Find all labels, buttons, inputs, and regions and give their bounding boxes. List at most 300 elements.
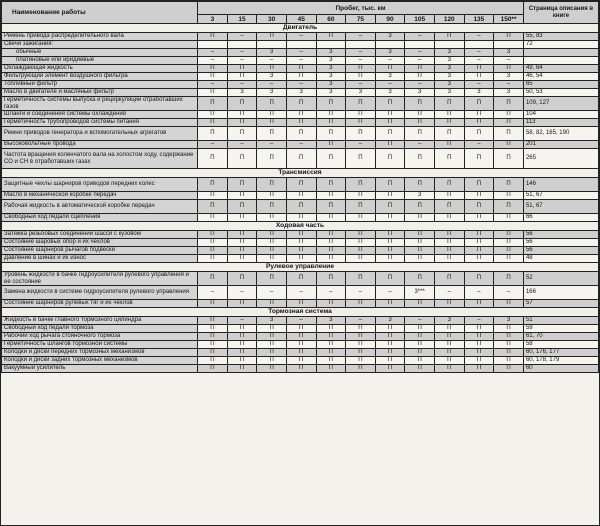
interval-cell: П [316,111,346,119]
interval-cell: П [286,149,316,169]
table-row [2,357,599,365]
work-name-cell: Частота вращения коленчатого вала на холостом ходу, содержание СО и СН в отработавших газах [2,149,198,169]
interval-cell: П [227,127,257,141]
interval-cell: П [464,231,494,239]
interval-cell: – [375,57,405,65]
interval-cell: П [286,357,316,365]
interval-cell: П [405,231,435,239]
interval-cell: П [346,111,376,119]
interval-cell: П [434,239,464,247]
interval-cell: – [316,286,346,300]
interval-cell: П [346,255,376,263]
interval-cell: П [405,214,435,222]
interval-cell: П [375,255,405,263]
interval-cell: 3 [316,317,346,325]
interval-cell: П [257,357,287,365]
interval-cell: 3 [434,65,464,73]
interval-cell: – [227,286,257,300]
interval-cell: П [494,300,524,308]
interval-cell: П [375,127,405,141]
interval-cell: – [198,57,228,65]
interval-cell: П [464,119,494,127]
work-name-cell: Состояние шарниров рулевых тяг и их чехлов [2,300,198,308]
interval-cell: П [494,365,524,373]
work-name-cell: Фильтрующий элемент воздушного фильтра [2,73,198,81]
interval-cell: П [405,325,435,333]
page-ref-header: Страница описания в книге [523,2,598,24]
table-row [2,272,599,286]
interval-cell: – [227,141,257,149]
interval-cell: П [198,272,228,286]
work-name-cell: Свечи зажигания: [2,41,198,49]
interval-cell: – [198,81,228,89]
interval-cell: П [375,272,405,286]
interval-cell: П [464,192,494,200]
interval-cell: П [316,255,346,263]
interval-cell: П [375,325,405,333]
interval-cell: – [286,317,316,325]
interval-cell: П [375,97,405,111]
interval-cell: П [316,178,346,192]
interval-cell: – [227,33,257,41]
page-ref-cell: 104 [523,111,598,119]
page-ref-cell: 51, 67 [523,200,598,214]
interval-cell: – [494,286,524,300]
interval-cell: П [346,272,376,286]
page-ref-cell: 56 [523,239,598,247]
interval-cell: 3 [375,89,405,97]
interval-cell: П [494,178,524,192]
work-name-cell: Уровень жидкости в бачке гидроусилителя рулевого управления и ее состояние [2,272,198,286]
interval-cell: П [464,127,494,141]
interval-cell: П [257,111,287,119]
interval-cell: 3*** [405,286,435,300]
interval-cell [198,41,228,49]
interval-cell: П [346,239,376,247]
table-row [2,89,599,97]
interval-cell: П [375,192,405,200]
page-ref-cell: 48 [523,255,598,263]
interval-cell: П [198,192,228,200]
interval-cell: П [286,119,316,127]
interval-cell: П [375,341,405,349]
interval-cell: – [346,81,376,89]
interval-cell: П [316,149,346,169]
interval-cell: П [464,178,494,192]
interval-cell: – [198,286,228,300]
interval-cell: – [346,317,376,325]
interval-cell: П [227,119,257,127]
table-row [2,97,599,111]
interval-cell: П [434,333,464,341]
interval-cell: – [286,49,316,57]
mileage-header-cell: 15 [227,15,257,24]
interval-cell: 3 [494,49,524,57]
interval-cell: П [257,65,287,73]
interval-cell: 3 [257,317,287,325]
interval-cell [257,41,287,49]
interval-cell: – [405,49,435,57]
page-ref-cell: 113 [523,119,598,127]
interval-cell: П [257,127,287,141]
interval-cell: П [375,65,405,73]
interval-cell: П [494,214,524,222]
interval-cell: П [257,333,287,341]
interval-cell: П [464,349,494,357]
mileage-header-cell: 75 [346,15,376,24]
interval-cell: П [434,272,464,286]
interval-cell: П [257,365,287,373]
section-header-row [2,169,599,178]
interval-cell: П [405,341,435,349]
interval-cell: П [316,141,346,149]
section-header-row [2,263,599,272]
work-name-cell: Топливный фильтр [2,81,198,89]
mileage-header-cell: 30 [257,15,287,24]
interval-cell: – [257,141,287,149]
interval-cell: П [405,127,435,141]
section-title: Тормозная система [2,308,599,317]
interval-cell: П [494,272,524,286]
interval-cell: П [316,357,346,365]
interval-cell: П [198,365,228,373]
interval-cell: П [434,247,464,255]
interval-cell: П [405,119,435,127]
page-ref-cell: 166 [523,286,598,300]
mileage-header-cell: 120 [434,15,464,24]
interval-cell: 3 [375,317,405,325]
mileage-header-cell: 45 [286,15,316,24]
interval-cell: П [405,178,435,192]
interval-cell [434,41,464,49]
interval-cell: П [434,231,464,239]
interval-cell: – [227,81,257,89]
interval-cell: – [286,33,316,41]
interval-cell: П [464,73,494,81]
table-row [2,349,599,357]
interval-cell: П [198,349,228,357]
page-ref-cell [523,57,598,65]
interval-cell: П [375,141,405,149]
interval-cell: П [198,149,228,169]
interval-cell: П [405,272,435,286]
interval-cell: П [375,178,405,192]
interval-cell: П [286,239,316,247]
interval-cell [316,41,346,49]
interval-cell: – [257,81,287,89]
interval-cell: П [375,357,405,365]
interval-cell: – [464,141,494,149]
table-row [2,73,599,81]
interval-cell: – [464,57,494,65]
work-name-cell: Колодки и диски задних тормозных механизмов [2,357,198,365]
interval-cell: П [198,33,228,41]
table-row [2,111,599,119]
interval-cell: П [286,73,316,81]
table-row [2,81,599,89]
page-ref-cell: 60 [523,365,598,373]
interval-cell: П [198,357,228,365]
interval-cell: П [257,178,287,192]
table-row [2,214,599,222]
interval-cell: П [257,149,287,169]
interval-cell: П [316,247,346,255]
interval-cell: П [375,111,405,119]
interval-cell: П [405,111,435,119]
interval-cell: 3 [434,89,464,97]
interval-cell: П [227,349,257,357]
table-row [2,127,599,141]
interval-cell: П [494,333,524,341]
interval-cell: П [198,341,228,349]
interval-cell: П [346,365,376,373]
table-header [2,2,599,24]
interval-cell: П [464,97,494,111]
interval-cell: – [405,57,435,65]
table-row [2,255,599,263]
interval-cell: – [227,49,257,57]
interval-cell: 3 [316,81,346,89]
interval-cell: П [346,333,376,341]
interval-cell: П [316,231,346,239]
interval-cell: П [198,317,228,325]
interval-cell: П [286,300,316,308]
interval-cell: П [257,272,287,286]
interval-cell: П [346,73,376,81]
interval-cell: П [316,333,346,341]
interval-cell: П [198,247,228,255]
interval-cell: П [375,214,405,222]
page-ref-cell: 58 [523,341,598,349]
interval-cell: П [257,200,287,214]
page-ref-cell: 46, 54 [523,73,598,81]
interval-cell: П [346,247,376,255]
interval-cell: П [494,149,524,169]
table-row [2,33,599,41]
page-ref-cell: 59 [523,325,598,333]
work-name-cell: Свободный ход педали тормоза [2,325,198,333]
interval-cell: П [464,333,494,341]
interval-cell: П [375,200,405,214]
interval-cell: – [405,81,435,89]
interval-cell: П [434,119,464,127]
interval-cell: 3 [434,81,464,89]
interval-cell: – [198,141,228,149]
interval-cell: П [464,341,494,349]
interval-cell: П [405,357,435,365]
interval-cell: П [464,149,494,169]
interval-cell: П [198,178,228,192]
table-body [2,24,599,373]
table-row [2,247,599,255]
interval-cell: П [405,349,435,357]
interval-cell: 3 [375,33,405,41]
work-name-cell: платиновые или иридиевые [2,57,198,65]
interval-cell: П [227,272,257,286]
table-row [2,325,599,333]
interval-cell: – [286,57,316,65]
section-title: Рулевое управление [2,263,599,272]
interval-cell: – [227,317,257,325]
interval-cell: – [464,317,494,325]
work-name-cell: Вакуумный усилитель [2,365,198,373]
interval-cell: П [198,119,228,127]
interval-cell: П [257,97,287,111]
interval-cell: П [434,33,464,41]
interval-cell: П [257,33,287,41]
page-ref-cell: 201 [523,141,598,149]
interval-cell: П [257,231,287,239]
interval-cell: П [464,65,494,73]
interval-cell: П [227,192,257,200]
page-ref-cell [523,49,598,57]
interval-cell: – [375,286,405,300]
interval-cell: – [346,286,376,300]
interval-cell: П [198,300,228,308]
interval-cell: П [198,231,228,239]
interval-cell: – [346,141,376,149]
interval-cell: П [286,325,316,333]
interval-cell: 3 [494,73,524,81]
interval-cell [464,41,494,49]
interval-cell: П [346,119,376,127]
interval-cell: 3 [375,49,405,57]
interval-cell: – [375,81,405,89]
interval-cell: 3 [494,89,524,97]
interval-cell: П [494,325,524,333]
table-row [2,239,599,247]
interval-cell: 3 [316,73,346,81]
table-row [2,286,599,300]
interval-cell: П [198,239,228,247]
interval-cell: П [346,214,376,222]
work-name-cell: Затяжка резьбовых соединений шасси с кузовом [2,231,198,239]
interval-cell: 3 [257,89,287,97]
interval-cell: П [346,200,376,214]
interval-cell: П [227,214,257,222]
interval-cell: П [375,231,405,239]
interval-cell: П [494,247,524,255]
interval-cell: П [434,127,464,141]
interval-cell: – [405,141,435,149]
interval-cell: П [198,73,228,81]
interval-cell: П [434,255,464,263]
interval-cell: 3 [405,192,435,200]
interval-cell: П [316,119,346,127]
interval-cell: П [198,200,228,214]
interval-cell: – [405,317,435,325]
work-name-cell: Колодки и диски передних тормозных механизмов [2,349,198,357]
interval-cell: П [405,97,435,111]
interval-cell: П [227,239,257,247]
page-ref-cell: 49, 64 [523,65,598,73]
interval-cell: – [346,49,376,57]
interval-cell: П [346,341,376,349]
interval-cell: П [227,333,257,341]
interval-cell: П [494,357,524,365]
work-name-cell: Высоковольтные провода [2,141,198,149]
interval-cell: П [464,300,494,308]
interval-cell: П [494,127,524,141]
interval-cell: П [494,33,524,41]
interval-cell: П [286,214,316,222]
interval-cell: П [346,231,376,239]
work-name-cell: Давление в шинах и их износ [2,255,198,263]
interval-cell: 3 [316,89,346,97]
interval-cell: П [257,192,287,200]
work-name-cell: Герметичность трубопроводов системы питания [2,119,198,127]
table-row [2,333,599,341]
page-ref-cell: 51, 67 [523,192,598,200]
work-name-cell: Масло в двигателе и масляный фильтр [2,89,198,97]
interval-cell: – [494,57,524,65]
table-row [2,200,599,214]
page-ref-cell: 265 [523,149,598,169]
interval-cell: П [494,349,524,357]
work-name-cell: Состояние шаровых опор и их чехлов [2,239,198,247]
work-name-cell: Свободный ход педали сцепления [2,214,198,222]
interval-cell: 3 [494,317,524,325]
interval-cell: П [227,365,257,373]
work-name-cell: Замена жидкости в системе гидроусилителя рулевого управления [2,286,198,300]
interval-cell: П [227,200,257,214]
interval-cell: П [227,73,257,81]
section-title: Двигатель [2,24,599,33]
interval-cell: П [405,65,435,73]
mileage-header-cell: 90 [375,15,405,24]
interval-cell: П [494,200,524,214]
page-ref-cell: 58, 82, 165, 190 [523,127,598,141]
interval-cell: – [286,286,316,300]
table-row [2,231,599,239]
interval-cell: П [346,127,376,141]
interval-cell: П [464,239,494,247]
mileage-header-cell: 135 [464,15,494,24]
interval-cell: П [227,178,257,192]
interval-cell: П [257,349,287,357]
interval-cell: П [464,214,494,222]
interval-cell: П [405,149,435,169]
interval-cell: П [494,111,524,119]
work-name-cell: Рабочий ход рычага стояночного тормоза [2,333,198,341]
interval-cell: П [286,127,316,141]
interval-cell [227,41,257,49]
interval-cell: П [316,33,346,41]
page-ref-cell: 146 [523,178,598,192]
interval-cell: П [257,247,287,255]
work-name-cell: Жидкость в бачке главного тормозного цилиндра [2,317,198,325]
interval-cell: 3 [434,317,464,325]
interval-cell: П [316,365,346,373]
page-ref-cell: 57 [523,300,598,308]
interval-cell: П [227,357,257,365]
interval-cell: П [434,111,464,119]
work-name-cell: обычные [2,49,198,57]
interval-cell: П [257,325,287,333]
page-ref-cell: 60, 178, 179 [523,357,598,365]
interval-cell: П [434,149,464,169]
interval-cell: П [494,141,524,149]
interval-cell: 3 [316,65,346,73]
interval-cell: П [227,231,257,239]
interval-cell: П [227,255,257,263]
interval-cell: П [405,365,435,373]
table-row [2,178,599,192]
interval-cell: П [346,325,376,333]
table-row [2,149,599,169]
work-name-cell: Ремни приводов генератора и вспомогательных агрегатов [2,127,198,141]
interval-cell: П [405,200,435,214]
